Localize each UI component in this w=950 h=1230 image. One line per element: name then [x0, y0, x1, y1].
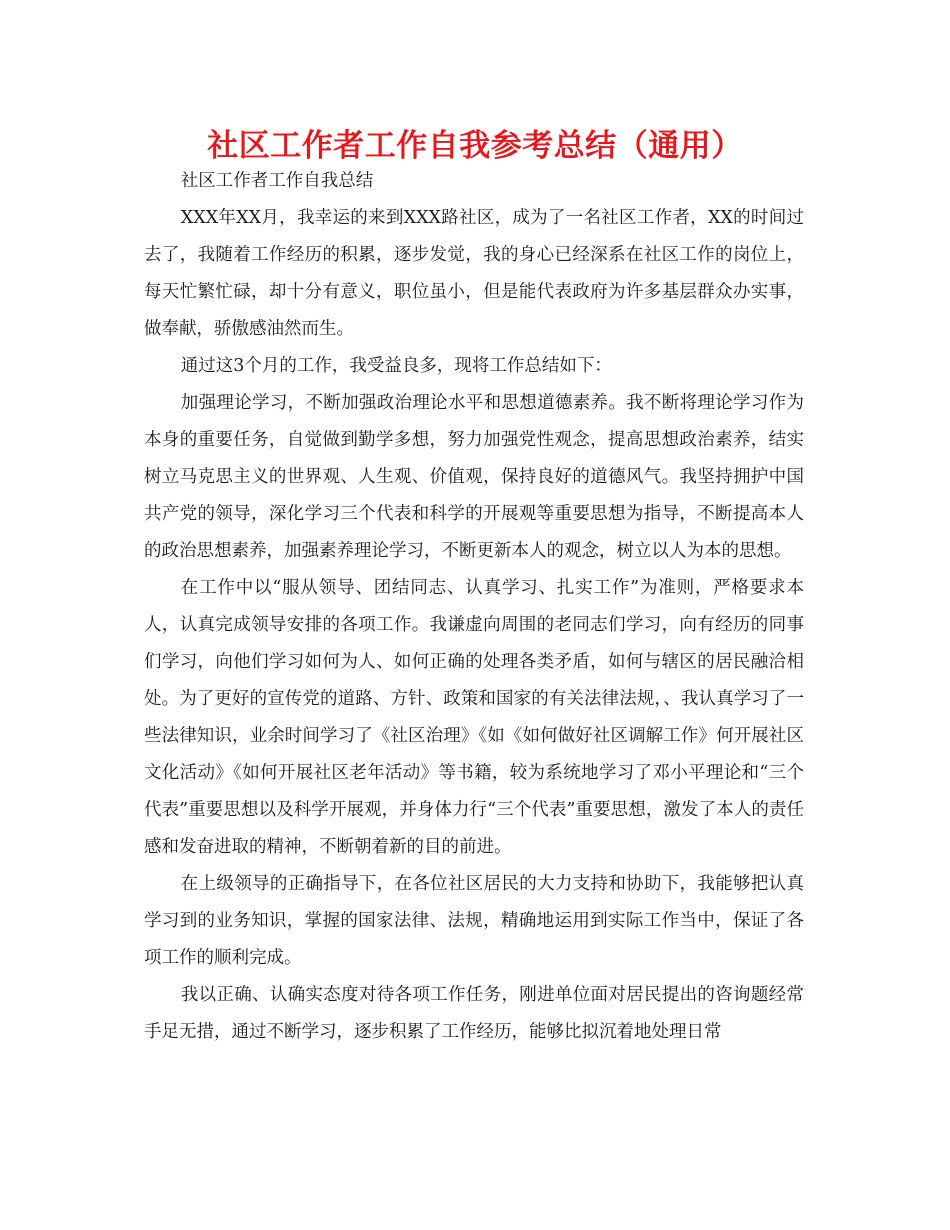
document-subtitle: 社区工作者工作自我总结: [180, 171, 374, 191]
document-title: 社区工作者工作自我参考总结（通用）: [207, 128, 743, 164]
paragraph-summary-lead: 通过这3个月的工作，我受益良多，现将工作总结如下：: [180, 356, 612, 376]
paragraph-intro: XXX年XX月，我幸运的来到XXX路社区，成为了一名社区工作者，XX的时间过去了，我随着工作经历的积累，逐步发觉，我的身心已经深系在社区工作的岗位上，每天忙繁忙碌，却十分有意义，职位虽小，但是能代表政府为许多基层群众办实事，做奉献，骄傲感油然而生。: [144, 208, 804, 339]
paragraph-work-principles: 在工作中以“服从领导、团结同志、认真学习、扎实工作”为准则，严格要求本人，认真完成领导安排的各项工作。我谦虚向周围的老同志们学习，向有经历的同事们学习，向他们学习如何为人、如何正确的处理各类矛盾，如何与辖区的居民融洽相处。为了更好的宣传党的道路、方针、政策和国家的有关法律法规，、我认真学习了一些法律知识，业余时间学习了《社区治理》《如《如何做好社区调解工作》何开展社区文化活动》《如何开展社区老年活动》等书籍，较为系统地学习了邓小平理论和“三个代表”重要思想以及科学开展观，并身体力行“三个代表”重要思想，激发了本人的责任感和发奋进取的精神，不断朝着新的目的前进。: [144, 578, 804, 857]
paragraph-attitude: 我以正确、认确实态度对待各项工作任务，刚进单位面对居民提出的咨询题经常手足无措，通过不断学习，逐步积累了工作经历，能够比拟沉着地处理日常: [144, 985, 804, 1042]
document-body: [144, 163, 804, 1051]
paragraph-guidance: 在上级领导的正确指导下，在各位社区居民的大力支持和协助下，我能够把认真学习到的业务知识，掌握的国家法律、法规，精确地运用到实际工作当中，保证了各项工作的顺利完成。: [144, 874, 804, 968]
paragraph-theory-study: 加强理论学习，不断加强政治理论水平和思想道德素养。我不断将理论学习作为本身的重要任务，自觉做到勤学多想，努力加强党性观念，提高思想政治素养，结实树立马克思主义的世界观、人生观、价值观，保持良好的道德风气。我坚持拥护中国共产党的领导，深化学习三个代表和科学的开展观等重要思想为指导，不断提高本人的政治思想素养，加强素养理论学习，不断更新本人的观念，树立以人为本的思想。: [144, 393, 804, 561]
